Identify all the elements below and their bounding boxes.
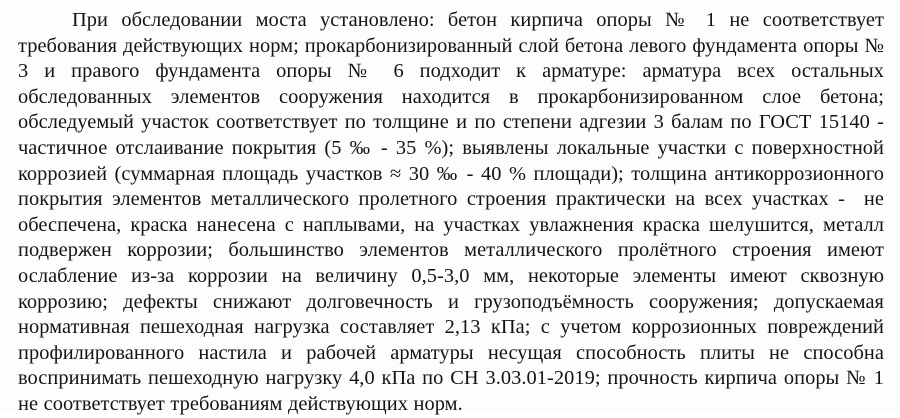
- body-paragraph: При обследовании моста установлено: бетон кирпича опоры № 1 не соответствует требования действующих норм; прокарбонизированный слой бетона левого фундамента опоры № 3 и правого фундамента опоры № 6 подходит к арматуре: арматура всех остальных обследованных элементов сооружения находится в прокарбонизированном слое бетона; обследуемый участок соответствует по толщине и по степени адгезии 3 балам по ГОСТ 15140 - частичное отслаивание покрытия (5 ‰ - 35 %); выявлены локальные участки с поверхностной коррозией (суммарная площадь участков ≈ 30 ‰ - 40 % площади); толщина антикоррозионного покрытия элементов металлического пролетного строения практически на всех участках - не обеспечена, краска нанесена с наплывами, на участках увлажнения краска шелушится, металл подвержен коррозии; большинство элементов металлического пролётного строения имеют ослабление из-за коррозии на величину 0,5-3,0 мм, некоторые элементы имеют сквозную коррозию; дефекты снижают долговечность и грузоподъёмность сооружения; допускаемая нормативная пешеходная нагрузка составляет 2,13 кПа; с учетом коррозионных повреждений профилированного настила и рабочей арматуры несущая способность плиты не способна воспринимать пешеходную нагрузку 4,0 кПа по СН 3.03.01-2019; прочность кирпича опоры № 1 не соответствует требованиям действующих норм.: [18, 9, 890, 415]
